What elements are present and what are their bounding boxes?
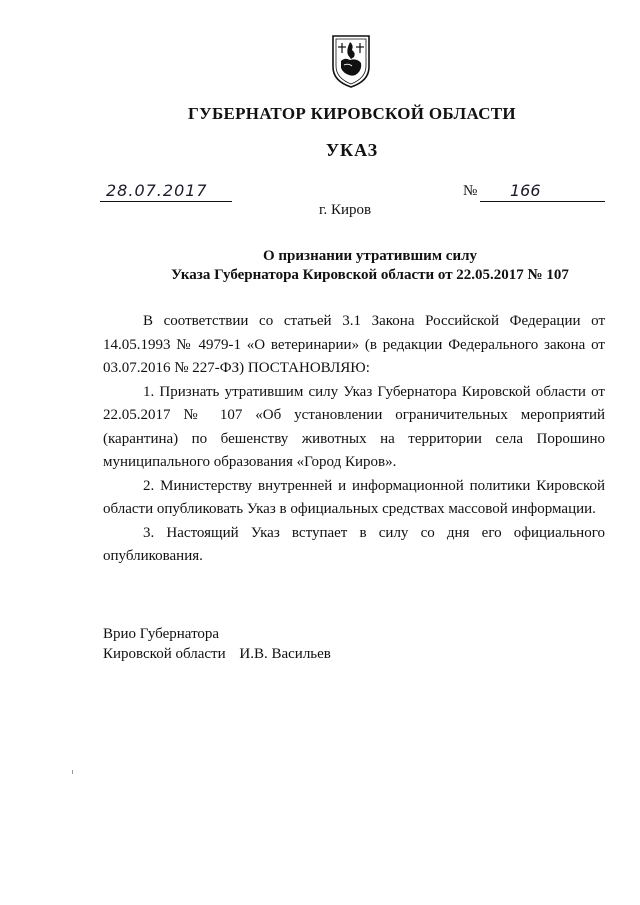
- handwritten-number: 166: [510, 181, 541, 200]
- clause-paragraph: 2. Министерству внутренней и информационной политики Кировской области опубликовать Указ в официальных средствах массовой информации.: [103, 477, 605, 517]
- document-type: УКАЗ: [325, 140, 379, 160]
- handwritten-date: 28.07.2017: [106, 181, 208, 200]
- kirov-coat-of-arms-icon: [330, 33, 372, 89]
- signatory-position-line-2: Кировской области: [103, 646, 226, 662]
- clause-paragraph: 3. Настоящий Указ вступает в силу со дня его официального опубликования.: [103, 524, 605, 564]
- number-label: №: [463, 183, 478, 199]
- preamble-paragraph: В соответствии со статьей 3.1 Закона Российской Федерации от 14.05.1993 № 4979-1 «О ветеринарии» (в редакции Федерального закона от 03.07.2016 № 227-ФЗ) ПОСТАНОВЛЯЮ:: [103, 313, 605, 376]
- signatory-name: И.В. Васильев: [239, 646, 331, 662]
- signature-block: [103, 624, 331, 664]
- date-field: [100, 183, 232, 202]
- number-field: [480, 183, 605, 202]
- document-body: [103, 310, 605, 569]
- scan-mark: [72, 770, 73, 774]
- subject-line-1: О признании утратившим силу: [263, 248, 477, 264]
- signatory-position-line-1: Врио Губернатора: [103, 626, 220, 642]
- city-of-issue: г. Киров: [319, 202, 372, 218]
- subject-line-2: Указа Губернатора Кировской области от 22.05.2017 № 107: [171, 267, 569, 283]
- clause-paragraph: 1. Признать утратившим силу Указ Губернатора Кировской области от 22.05.2017 № 107 «Об установлении ограничительных мероприятий (карантина) по бешенству животных на территории села Порошино муниципального образования «Город Киров».: [103, 383, 605, 470]
- issuing-authority: ГУБЕРНАТОР КИРОВСКОЙ ОБЛАСТИ: [188, 104, 516, 123]
- document-subject: [100, 247, 640, 285]
